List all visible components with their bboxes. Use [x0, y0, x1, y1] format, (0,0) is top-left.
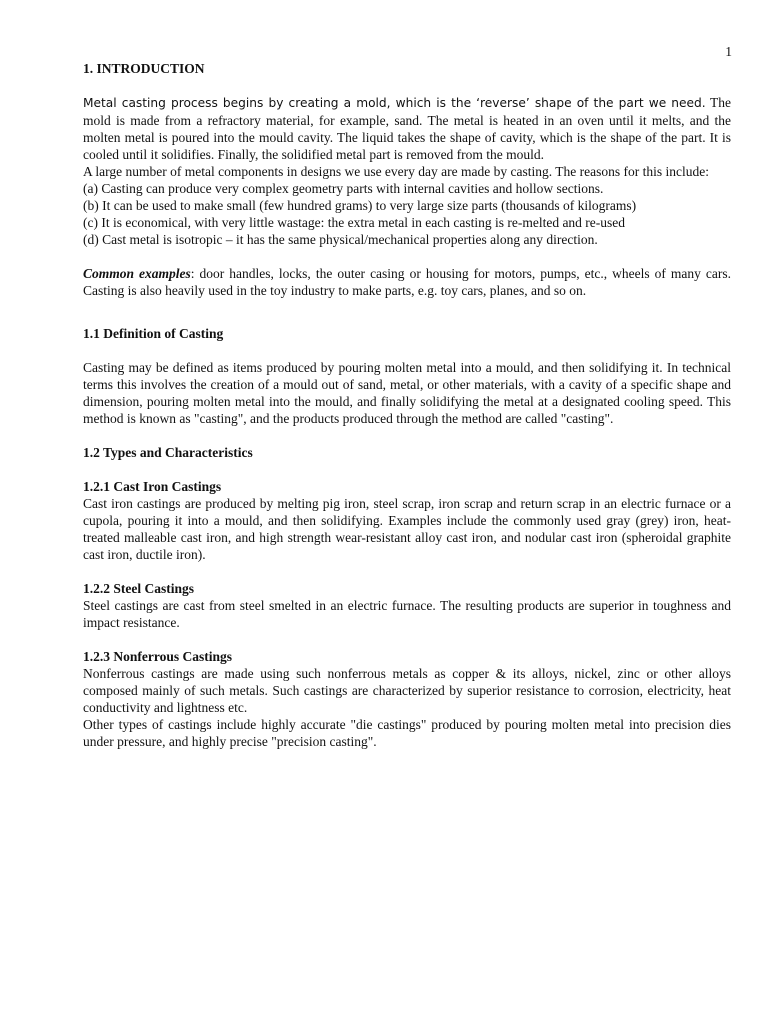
- definition-paragraph: Casting may be defined as items produced by pouring molten metal into a mould, and then solidifying it. In technical terms this involves the creation of a mould out of sand, metal, or other materials, with a cavity of a specific shape and dimension, pouring molten metal into the mould, and finally solidifying the metal at a designated cooling speed. This method is known as "casting", and the products produced through the method are called "casting".: [83, 360, 731, 426]
- common-examples-text: : door handles, locks, the outer casing or housing for motors, pumps, etc., wheels of many cars. Casting is also heavily used in the toy industry to make parts, e.g. toy cars, planes, and so on.: [83, 266, 732, 298]
- types-heading: 1.2 Types and Characteristics: [83, 445, 253, 460]
- reason-d: (d) Cast metal is isotropic – it has the same physical/mechanical properties along any direction.: [83, 232, 598, 247]
- page-number: 1: [725, 44, 732, 59]
- intro-paragraph-1-rest: The mold is made from a refractory material, for example, sand. The metal is heated in an oven until it melts, and the molten metal is poured into the mould cavity. The liquid takes the shape of cavity, which is the shape of the part. It is cooled until it solidifies. Finally, the solidified metal part is removed from the mould.: [83, 95, 732, 162]
- nonferrous-castings-heading: 1.2.3 Nonferrous Castings: [83, 649, 233, 664]
- definition-heading: 1.1 Definition of Casting: [83, 326, 224, 341]
- cast-iron-paragraph: Cast iron castings are produced by melting pig iron, steel scrap, iron scrap and return scrap in an electric furnace or a cupola, pouring it into a mould, and then solidifying. Examples include the commonly used gray (grey) iron, heat-treated malleable cast iron, and high strength wear-resistant alloy cast iron, and nodular cast iron (spheroidal graphite cast iron, ductile iron).: [83, 496, 731, 562]
- intro-paragraph-1-first-sentence: Metal casting process begins by creating a mold, which is the ‘reverse’ shape of the part we need.: [83, 96, 706, 110]
- steel-castings-paragraph: Steel castings are cast from steel smelted in an electric furnace. The resulting products are superior in toughness and impact resistance.: [83, 598, 731, 630]
- cast-iron-heading: 1.2.1 Cast Iron Castings: [83, 479, 222, 494]
- intro-paragraph-1: [83, 94, 731, 163]
- reason-a: (a) Casting can produce very complex geometry parts with internal cavities and hollow sections.: [83, 181, 604, 196]
- nonferrous-paragraph-1: Nonferrous castings are made using such nonferrous metals as copper & its alloys, nickel, zinc or other alloys composed mainly of such metals. Such castings are characterized by superior resistance to corrosion, electricity, heat conductivity and lightness etc.: [83, 666, 731, 715]
- introduction-heading: 1. INTRODUCTION: [83, 61, 205, 76]
- steel-castings-heading: 1.2.2 Steel Castings: [83, 581, 194, 596]
- common-examples-label: Common examples: [83, 266, 191, 281]
- nonferrous-paragraph-2: Other types of castings include highly accurate "die castings" produced by pouring molten metal into precision dies under pressure, and highly precise "precision casting".: [83, 717, 731, 749]
- common-examples-paragraph: [83, 265, 731, 299]
- page-content: [83, 60, 731, 750]
- reason-b: (b) It can be used to make small (few hundred grams) to very large size parts (thousands of kilograms): [83, 198, 637, 213]
- reason-c: (c) It is economical, with very little wastage: the extra metal in each casting is re-melted and re-used: [83, 215, 626, 230]
- intro-paragraph-2: A large number of metal components in designs we use every day are made by casting. The reasons for this include:: [83, 164, 709, 179]
